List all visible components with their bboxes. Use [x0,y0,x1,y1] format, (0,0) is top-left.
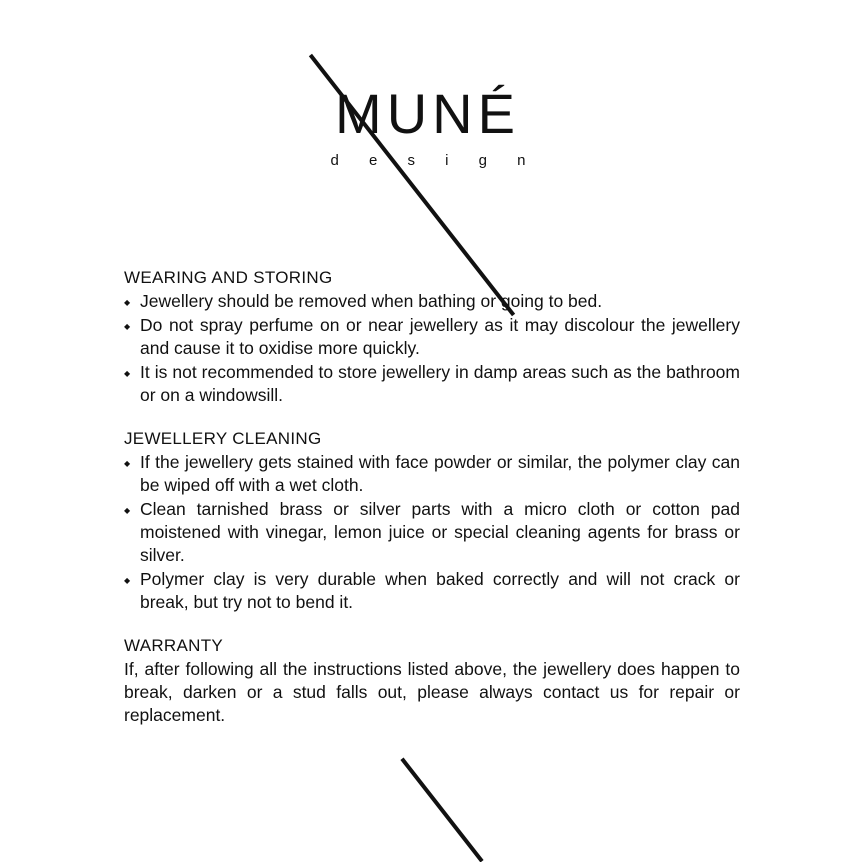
brand-name: MUNÉ [335,82,520,145]
warranty-paragraph: If, after following all the instructions listed above, the jewellery does happen to break, darken or a stud falls out, please always contact us for repair or replacement. [124,659,740,725]
section-title: JEWELLERY CLEANING [124,429,322,448]
list-item: ◆ It is not recommended to store jewellery in damp areas such as the bathroom or on a windowsill. [124,361,740,407]
section-wearing-and-storing [124,268,740,407]
list-item: ◆ Clean tarnished brass or silver parts with a micro cloth or cotton pad moistened with vinegar, lemon juice or special cleaning agents for brass or silver. [124,498,740,567]
brand-logo [0,82,855,169]
list-item: ◆ Polymer clay is very durable when baked correctly and will not crack or break, but try not to bend it. [124,568,740,614]
diagonal-line-bottom-decoration [400,758,483,862]
instructions-content [124,268,740,727]
bullet-list [124,451,740,614]
list-item: ◆ Do not spray perfume on or near jewellery as it may discolour the jewellery and cause it to oxidise more quickly. [124,314,740,360]
bullet-list [124,290,740,407]
brand-tagline: d e s i g n [330,152,539,169]
section-title: WEARING AND STORING [124,268,333,287]
list-item: ◆ If the jewellery gets stained with face powder or similar, the polymer clay can be wiped off with a wet cloth. [124,451,740,497]
section-title: WARRANTY [124,636,224,655]
list-item: ◆ Jewellery should be removed when bathing or going to bed. [124,290,740,313]
section-warranty [124,636,740,727]
section-jewellery-cleaning [124,429,740,614]
